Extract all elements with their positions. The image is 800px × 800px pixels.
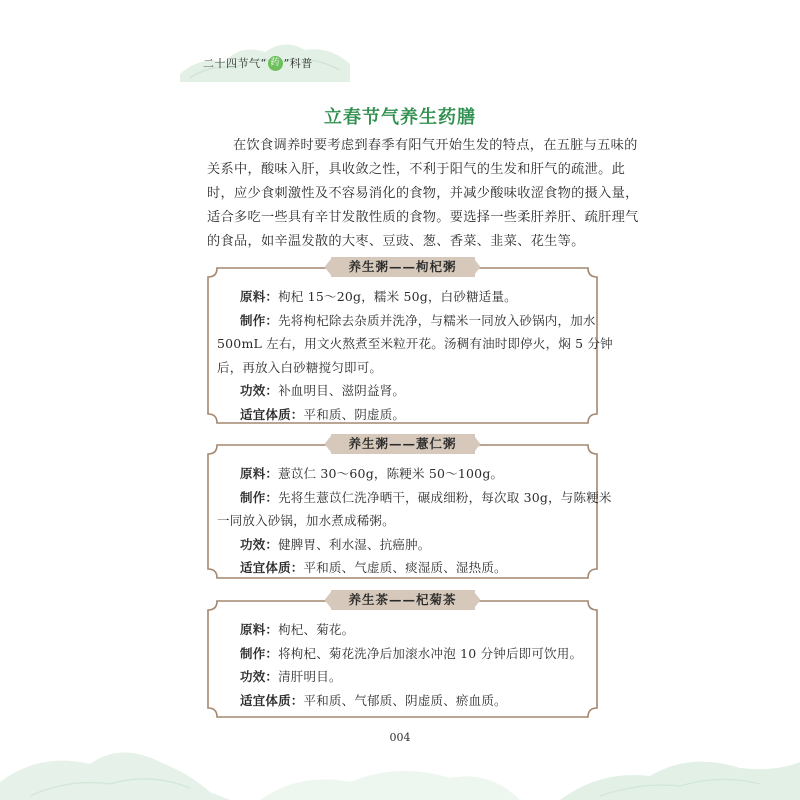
recipe-line xyxy=(217,618,589,642)
recipe-tag: 养生粥——枸杞粥 xyxy=(330,257,474,277)
line-text: 先将枸杞除去杂质并洗净，与糯米一同放入砂锅内，加水 xyxy=(278,312,596,328)
recipe-body xyxy=(217,618,589,712)
intro-line: 关系中，酸味入肝，具收敛之性，不利于阳气的生发和肝气的疏泄。此 xyxy=(207,162,626,177)
line-text: 500mL 左右，用文火熬煮至米粒开花。汤稠有油时即停火，焖 5 分钟 xyxy=(217,336,613,351)
recipe-line xyxy=(217,356,589,380)
line-label: 制作： xyxy=(240,489,279,505)
line-text: 平和质、气郁质、阴虚质、瘀血质。 xyxy=(303,692,507,708)
line-label: 原料： xyxy=(240,622,279,637)
line-text: 平和质、气虚质、痰湿质、湿热质。 xyxy=(303,560,507,575)
line-text: 枸杞 15～20g，糯米 50g，白砂糖适量。 xyxy=(278,289,517,304)
recipe-box-coix-congee xyxy=(207,436,612,579)
line-text: 清肝明目。 xyxy=(278,669,342,684)
intro-line: 的食品，如辛温发散的大枣、豆豉、葱、香菜、韭菜、花生等。 xyxy=(207,234,585,249)
running-header-prefix: 二十四节气“ xyxy=(203,57,267,70)
intro-line: 在饮食调养时要考虑到春季有阳气开始生发的特点，在五脏与五味的 xyxy=(233,138,638,153)
recipe-line xyxy=(217,332,613,356)
line-label: 原料： xyxy=(240,466,279,481)
recipe-line xyxy=(217,556,589,580)
recipe-line xyxy=(217,509,589,533)
line-text: 先将生薏苡仁洗净晒干，碾成细粉，每次取 30g，与陈粳米 xyxy=(278,489,612,505)
recipe-line xyxy=(217,689,589,713)
recipe-line xyxy=(217,379,589,403)
recipe-line xyxy=(217,462,589,486)
recipe-line xyxy=(217,403,589,427)
running-header-suffix: ”科普 xyxy=(283,57,313,70)
line-label: 功效： xyxy=(240,669,279,684)
intro-line: 时，应少食刺激性及不容易消化的食物，并减少酸味收涩食物的摄入量， xyxy=(207,186,639,201)
line-label: 原料： xyxy=(240,289,279,304)
line-label: 适宜体质： xyxy=(240,560,304,575)
recipe-tag: 养生粥——薏仁粥 xyxy=(330,434,474,454)
recipe-box-goji-congee xyxy=(207,259,613,424)
recipe-line xyxy=(217,285,589,309)
page-number: 004 xyxy=(389,731,411,744)
recipe-body xyxy=(217,462,612,580)
intro-paragraph xyxy=(207,134,639,254)
recipe-box-goji-chrysanthemum-tea xyxy=(207,592,598,718)
line-label: 适宜体质： xyxy=(240,406,304,422)
bottom-cloud-decoration xyxy=(0,712,800,800)
recipe-tag: 养生茶——杞菊茶 xyxy=(330,590,474,610)
line-label: 适宜体质： xyxy=(240,692,304,708)
herb-badge-icon: 药 xyxy=(268,56,283,71)
line-text: 一同放入砂锅，加水煮成稀粥。 xyxy=(217,513,395,528)
line-text: 将枸杞、菊花洗净后加滚水冲泡 10 分钟后即可饮用。 xyxy=(278,645,583,661)
recipe-body xyxy=(217,285,613,426)
line-text: 健脾胃、利水湿、抗癌肿。 xyxy=(278,536,431,552)
line-text: 后，再放入白砂糖搅匀即可。 xyxy=(217,359,383,375)
recipe-line xyxy=(217,309,596,333)
line-text: 平和质、阴虚质。 xyxy=(303,406,406,422)
page-title: 立春节气养生药膳 xyxy=(324,107,476,128)
line-label: 功效： xyxy=(240,536,279,552)
running-header xyxy=(203,55,313,71)
recipe-line xyxy=(217,665,589,689)
line-label: 制作： xyxy=(240,312,279,328)
recipe-line xyxy=(217,486,612,510)
line-text: 补血明目、滋阴益肾。 xyxy=(278,383,406,398)
intro-line: 适合多吃一些具有辛甘发散性质的食物。要选择一些柔肝养肝、疏肝理气 xyxy=(207,210,639,225)
recipe-line xyxy=(217,533,589,557)
recipe-line xyxy=(217,642,589,666)
line-text: 枸杞、菊花。 xyxy=(278,622,355,637)
line-label: 功效： xyxy=(240,383,279,398)
line-text: 薏苡仁 30～60g，陈粳米 50～100g。 xyxy=(278,466,504,481)
line-label: 制作： xyxy=(240,645,279,661)
